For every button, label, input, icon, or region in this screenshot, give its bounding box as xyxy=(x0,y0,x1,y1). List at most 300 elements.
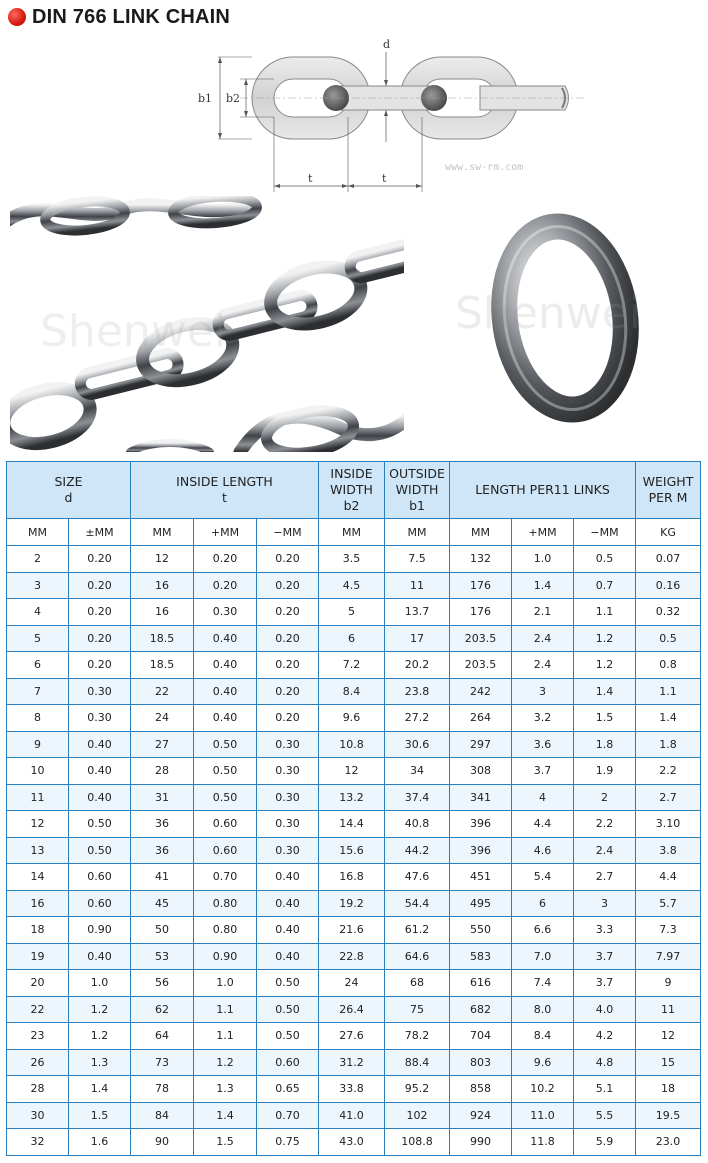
table-cell: 3.6 xyxy=(512,731,574,758)
table-cell: 3.10 xyxy=(636,811,701,838)
table-cell: 68 xyxy=(385,970,450,997)
unit-header: +MM xyxy=(512,519,574,546)
table-cell: 28 xyxy=(131,758,194,785)
table-cell: 0.60 xyxy=(69,864,131,891)
table-cell: 19.5 xyxy=(636,1102,701,1129)
table-cell: 10.8 xyxy=(319,731,385,758)
unit-header: MM xyxy=(385,519,450,546)
table-cell: 7 xyxy=(7,678,69,705)
table-cell: 0.30 xyxy=(69,705,131,732)
table-cell: 13.2 xyxy=(319,784,385,811)
table-cell: 0.50 xyxy=(257,970,319,997)
table-cell: 3 xyxy=(512,678,574,705)
table-cell: 0.90 xyxy=(194,943,257,970)
table-cell: 1.0 xyxy=(512,546,574,573)
table-cell: 0.40 xyxy=(69,731,131,758)
table-cell: 3.8 xyxy=(636,837,701,864)
group-header: INSIDE WIDTH b2 xyxy=(319,462,385,519)
table-cell: 2.7 xyxy=(574,864,636,891)
table-cell: 0.40 xyxy=(69,784,131,811)
table-cell: 2.2 xyxy=(574,811,636,838)
table-cell: 56 xyxy=(131,970,194,997)
table-cell: 1.2 xyxy=(574,652,636,679)
table-cell: 1.8 xyxy=(636,731,701,758)
table-row xyxy=(7,970,701,997)
table-cell: 176 xyxy=(450,599,512,626)
table-cell: 84 xyxy=(131,1102,194,1129)
table-cell: 0.20 xyxy=(257,705,319,732)
table-cell: 5.1 xyxy=(574,1076,636,1103)
table-cell: 47.6 xyxy=(385,864,450,891)
table-row xyxy=(7,758,701,785)
table-cell: 32 xyxy=(7,1129,69,1156)
table-cell: 19.2 xyxy=(319,890,385,917)
table-cell: 0.40 xyxy=(69,758,131,785)
unit-header: +MM xyxy=(194,519,257,546)
table-cell: 19 xyxy=(7,943,69,970)
table-cell: 16.8 xyxy=(319,864,385,891)
unit-header: −MM xyxy=(574,519,636,546)
single-link-photo xyxy=(455,196,690,446)
table-cell: 0.7 xyxy=(574,572,636,599)
table-cell: 14 xyxy=(7,864,69,891)
table-cell: 5 xyxy=(319,599,385,626)
table-cell: 990 xyxy=(450,1129,512,1156)
table-cell: 0.40 xyxy=(257,864,319,891)
table-cell: 0.30 xyxy=(257,837,319,864)
unit-header: ±MM xyxy=(69,519,131,546)
table-cell: 12 xyxy=(319,758,385,785)
table-cell: 0.50 xyxy=(257,996,319,1023)
website-text: www.sw-rm.com xyxy=(445,162,524,173)
table-cell: 18.5 xyxy=(131,625,194,652)
table-cell: 0.40 xyxy=(194,705,257,732)
table-cell: 13 xyxy=(7,837,69,864)
table-cell: 308 xyxy=(450,758,512,785)
table-cell: 1.2 xyxy=(574,625,636,652)
title-text: DIN 766 LINK CHAIN xyxy=(32,5,231,28)
table-cell: 16 xyxy=(131,599,194,626)
table-row xyxy=(7,917,701,944)
table-cell: 7.5 xyxy=(385,546,450,573)
table-cell: 4 xyxy=(512,784,574,811)
group-header: WEIGHT PER M xyxy=(636,462,701,519)
table-cell: 242 xyxy=(450,678,512,705)
table-cell: 10 xyxy=(7,758,69,785)
table-row xyxy=(7,1102,701,1129)
red-bullet-icon xyxy=(8,8,26,26)
table-cell: 23.0 xyxy=(636,1129,701,1156)
watermark-right: Shenwei xyxy=(455,288,642,339)
table-row xyxy=(7,784,701,811)
table-cell: 0.80 xyxy=(194,917,257,944)
table-cell: 9.6 xyxy=(512,1049,574,1076)
table-cell: 36 xyxy=(131,811,194,838)
table-cell: 0.20 xyxy=(69,652,131,679)
table-cell: 15 xyxy=(636,1049,701,1076)
table-cell: 18.5 xyxy=(131,652,194,679)
table-cell: 2.1 xyxy=(512,599,574,626)
table-cell: 3.3 xyxy=(574,917,636,944)
table-cell: 43.0 xyxy=(319,1129,385,1156)
group-header: SIZE d xyxy=(7,462,131,519)
table-cell: 24 xyxy=(319,970,385,997)
table-cell: 0.70 xyxy=(194,864,257,891)
table-cell: 5.7 xyxy=(636,890,701,917)
table-cell: 64.6 xyxy=(385,943,450,970)
table-cell: 495 xyxy=(450,890,512,917)
table-cell: 0.30 xyxy=(257,784,319,811)
table-cell: 0.5 xyxy=(636,625,701,652)
table-cell: 11.0 xyxy=(512,1102,574,1129)
table-cell: 4.0 xyxy=(574,996,636,1023)
table-row xyxy=(7,546,701,573)
table-cell: 27.2 xyxy=(385,705,450,732)
table-row xyxy=(7,625,701,652)
table-cell: 9 xyxy=(7,731,69,758)
table-cell: 1.4 xyxy=(194,1102,257,1129)
table-cell: 4 xyxy=(7,599,69,626)
table-body xyxy=(7,546,701,1156)
table-cell: 2 xyxy=(7,546,69,573)
table-cell: 2.2 xyxy=(636,758,701,785)
table-cell: 4.2 xyxy=(574,1023,636,1050)
table-cell: 0.75 xyxy=(257,1129,319,1156)
table-cell: 12 xyxy=(7,811,69,838)
table-cell: 2 xyxy=(574,784,636,811)
table-row xyxy=(7,705,701,732)
table-cell: 37.4 xyxy=(385,784,450,811)
table-cell: 803 xyxy=(450,1049,512,1076)
table-cell: 1.0 xyxy=(194,970,257,997)
table-cell: 341 xyxy=(450,784,512,811)
table-cell: 616 xyxy=(450,970,512,997)
table-cell: 26 xyxy=(7,1049,69,1076)
table-cell: 62 xyxy=(131,996,194,1023)
table-cell: 108.8 xyxy=(385,1129,450,1156)
table-cell: 20.2 xyxy=(385,652,450,679)
table-cell: 2.4 xyxy=(512,652,574,679)
table-cell: 27.6 xyxy=(319,1023,385,1050)
table-row xyxy=(7,1076,701,1103)
table-cell: 4.5 xyxy=(319,572,385,599)
group-header-row xyxy=(7,462,701,519)
unit-header: MM xyxy=(131,519,194,546)
table-row xyxy=(7,1129,701,1156)
chain-diagram xyxy=(190,30,610,195)
table-cell: 22 xyxy=(7,996,69,1023)
table-cell: 1.9 xyxy=(574,758,636,785)
table-row xyxy=(7,1023,701,1050)
table-cell: 0.20 xyxy=(69,599,131,626)
table-cell: 682 xyxy=(450,996,512,1023)
table-cell: 22 xyxy=(131,678,194,705)
table-cell: 0.40 xyxy=(194,678,257,705)
table-cell: 6.6 xyxy=(512,917,574,944)
table-cell: 4.6 xyxy=(512,837,574,864)
table-cell: 1.5 xyxy=(574,705,636,732)
table-cell: 5.4 xyxy=(512,864,574,891)
table-row xyxy=(7,943,701,970)
table-cell: 3.7 xyxy=(574,943,636,970)
table-row xyxy=(7,599,701,626)
table-cell: 4.4 xyxy=(636,864,701,891)
table-cell: 88.4 xyxy=(385,1049,450,1076)
table-cell: 53 xyxy=(131,943,194,970)
table-cell: 203.5 xyxy=(450,652,512,679)
table-cell: 0.40 xyxy=(194,652,257,679)
table-cell: 1.4 xyxy=(69,1076,131,1103)
table-cell: 16 xyxy=(131,572,194,599)
table-row xyxy=(7,652,701,679)
table-cell: 90 xyxy=(131,1129,194,1156)
watermark-left: Shenwei xyxy=(40,306,227,357)
table-cell: 30.6 xyxy=(385,731,450,758)
table-cell: 451 xyxy=(450,864,512,891)
table-cell: 28 xyxy=(7,1076,69,1103)
table-cell: 21.6 xyxy=(319,917,385,944)
table-cell: 550 xyxy=(450,917,512,944)
table-row xyxy=(7,837,701,864)
table-cell: 0.30 xyxy=(194,599,257,626)
table-cell: 41 xyxy=(131,864,194,891)
table-cell: 0.65 xyxy=(257,1076,319,1103)
table-cell: 54.4 xyxy=(385,890,450,917)
table-cell: 3.7 xyxy=(574,970,636,997)
table-cell: 0.20 xyxy=(69,572,131,599)
table-cell: 0.30 xyxy=(257,731,319,758)
table-cell: 31.2 xyxy=(319,1049,385,1076)
table-cell: 75 xyxy=(385,996,450,1023)
table-cell: 0.40 xyxy=(257,890,319,917)
table-cell: 8.4 xyxy=(319,678,385,705)
table-cell: 17 xyxy=(385,625,450,652)
table-cell: 1.4 xyxy=(636,705,701,732)
table-cell: 0.40 xyxy=(257,943,319,970)
table-cell: 30 xyxy=(7,1102,69,1129)
table-cell: 396 xyxy=(450,837,512,864)
table-cell: 0.20 xyxy=(194,572,257,599)
table-cell: 1.3 xyxy=(69,1049,131,1076)
table-cell: 0.90 xyxy=(69,917,131,944)
table-cell: 0.70 xyxy=(257,1102,319,1129)
table-cell: 18 xyxy=(636,1076,701,1103)
table-cell: 3 xyxy=(574,890,636,917)
table-cell: 2.4 xyxy=(512,625,574,652)
table-cell: 18 xyxy=(7,917,69,944)
table-cell: 0.50 xyxy=(69,837,131,864)
table-cell: 0.80 xyxy=(194,890,257,917)
table-cell: 4.4 xyxy=(512,811,574,838)
table-cell: 297 xyxy=(450,731,512,758)
table-cell: 0.40 xyxy=(194,625,257,652)
unit-header: MM xyxy=(450,519,512,546)
label-t-left: t xyxy=(308,172,313,185)
table-cell: 24 xyxy=(131,705,194,732)
table-cell: 3.2 xyxy=(512,705,574,732)
table-cell: 61.2 xyxy=(385,917,450,944)
table-cell: 8.0 xyxy=(512,996,574,1023)
unit-header: MM xyxy=(319,519,385,546)
table-cell: 3.5 xyxy=(319,546,385,573)
table-cell: 102 xyxy=(385,1102,450,1129)
table-cell: 1.5 xyxy=(69,1102,131,1129)
table-cell: 1.1 xyxy=(194,996,257,1023)
table-cell: 0.20 xyxy=(257,652,319,679)
table-cell: 0.20 xyxy=(257,546,319,573)
table-cell: 0.20 xyxy=(69,546,131,573)
label-b1: b1 xyxy=(198,92,213,105)
table-cell: 0.60 xyxy=(194,811,257,838)
table-cell: 31 xyxy=(131,784,194,811)
table-cell: 704 xyxy=(450,1023,512,1050)
group-header: OUTSIDE WIDTH b1 xyxy=(385,462,450,519)
table-cell: 11 xyxy=(7,784,69,811)
table-cell: 20 xyxy=(7,970,69,997)
table-cell: 0.40 xyxy=(257,917,319,944)
table-cell: 1.5 xyxy=(194,1129,257,1156)
table-cell: 6 xyxy=(319,625,385,652)
table-cell: 176 xyxy=(450,572,512,599)
table-cell: 1.6 xyxy=(69,1129,131,1156)
table-cell: 2.7 xyxy=(636,784,701,811)
unit-header: MM xyxy=(7,519,69,546)
label-t-right: t xyxy=(382,172,387,185)
table-cell: 16 xyxy=(7,890,69,917)
page-title xyxy=(8,4,230,30)
table-cell: 3.7 xyxy=(512,758,574,785)
table-cell: 0.50 xyxy=(69,811,131,838)
table-cell: 1.8 xyxy=(574,731,636,758)
table-cell: 1.4 xyxy=(574,678,636,705)
table-cell: 2.4 xyxy=(574,837,636,864)
table-cell: 15.6 xyxy=(319,837,385,864)
table-cell: 4.8 xyxy=(574,1049,636,1076)
table-cell: 64 xyxy=(131,1023,194,1050)
table-cell: 12 xyxy=(636,1023,701,1050)
table-cell: 0.30 xyxy=(257,811,319,838)
group-header: LENGTH PER11 LINKS xyxy=(450,462,636,519)
unit-header-row xyxy=(7,519,701,546)
table-cell: 9.6 xyxy=(319,705,385,732)
table-row xyxy=(7,678,701,705)
unit-header: KG xyxy=(636,519,701,546)
table-cell: 36 xyxy=(131,837,194,864)
table-cell: 858 xyxy=(450,1076,512,1103)
table-cell: 0.50 xyxy=(194,758,257,785)
table-cell: 12 xyxy=(131,546,194,573)
table-cell: 0.5 xyxy=(574,546,636,573)
table-row xyxy=(7,996,701,1023)
table-cell: 22.8 xyxy=(319,943,385,970)
table-cell: 396 xyxy=(450,811,512,838)
table-cell: 6 xyxy=(512,890,574,917)
table-cell: 0.20 xyxy=(257,678,319,705)
table-cell: 1.2 xyxy=(69,1023,131,1050)
table-cell: 0.20 xyxy=(194,546,257,573)
table-cell: 23 xyxy=(7,1023,69,1050)
table-cell: 0.40 xyxy=(69,943,131,970)
table-cell: 203.5 xyxy=(450,625,512,652)
spec-table xyxy=(6,461,701,1156)
table-cell: 1.1 xyxy=(194,1023,257,1050)
table-cell: 50 xyxy=(131,917,194,944)
table-cell: 0.07 xyxy=(636,546,701,573)
table-cell: 0.32 xyxy=(636,599,701,626)
table-cell: 11 xyxy=(385,572,450,599)
unit-header: −MM xyxy=(257,519,319,546)
table-row xyxy=(7,811,701,838)
table-cell: 11.8 xyxy=(512,1129,574,1156)
table-cell: 27 xyxy=(131,731,194,758)
table-cell: 0.30 xyxy=(257,758,319,785)
table-cell: 0.20 xyxy=(257,572,319,599)
table-cell: 5 xyxy=(7,625,69,652)
table-cell: 0.16 xyxy=(636,572,701,599)
table-cell: 40.8 xyxy=(385,811,450,838)
table-cell: 0.60 xyxy=(69,890,131,917)
table-cell: 34 xyxy=(385,758,450,785)
table-cell: 0.30 xyxy=(69,678,131,705)
label-d: d xyxy=(383,38,391,51)
table-cell: 26.4 xyxy=(319,996,385,1023)
table-cell: 132 xyxy=(450,546,512,573)
table-cell: 5.9 xyxy=(574,1129,636,1156)
table-cell: 0.20 xyxy=(69,625,131,652)
table-cell: 6 xyxy=(7,652,69,679)
table-cell: 13.7 xyxy=(385,599,450,626)
table-cell: 7.97 xyxy=(636,943,701,970)
table-cell: 0.60 xyxy=(257,1049,319,1076)
table-cell: 41.0 xyxy=(319,1102,385,1129)
table-cell: 78 xyxy=(131,1076,194,1103)
table-cell: 7.4 xyxy=(512,970,574,997)
chain-photo xyxy=(10,196,404,452)
table-cell: 1.2 xyxy=(194,1049,257,1076)
table-cell: 7.3 xyxy=(636,917,701,944)
table-cell: 23.8 xyxy=(385,678,450,705)
table-cell: 33.8 xyxy=(319,1076,385,1103)
table-cell: 10.2 xyxy=(512,1076,574,1103)
table-cell: 1.1 xyxy=(574,599,636,626)
table-cell: 0.50 xyxy=(194,784,257,811)
table-cell: 9 xyxy=(636,970,701,997)
label-b2: b2 xyxy=(226,92,241,105)
table-cell: 583 xyxy=(450,943,512,970)
table-row xyxy=(7,864,701,891)
table-cell: 73 xyxy=(131,1049,194,1076)
table-cell: 7.0 xyxy=(512,943,574,970)
table-row xyxy=(7,1049,701,1076)
table-cell: 44.2 xyxy=(385,837,450,864)
table-cell: 0.50 xyxy=(194,731,257,758)
table-cell: 0.20 xyxy=(257,599,319,626)
table-cell: 1.4 xyxy=(512,572,574,599)
table-cell: 45 xyxy=(131,890,194,917)
table-cell: 0.60 xyxy=(194,837,257,864)
table-cell: 8.4 xyxy=(512,1023,574,1050)
table-cell: 264 xyxy=(450,705,512,732)
table-cell: 0.20 xyxy=(257,625,319,652)
table-cell: 0.8 xyxy=(636,652,701,679)
table-row xyxy=(7,890,701,917)
table-cell: 95.2 xyxy=(385,1076,450,1103)
table-cell: 1.0 xyxy=(69,970,131,997)
table-cell: 924 xyxy=(450,1102,512,1129)
table-row xyxy=(7,572,701,599)
table-cell: 1.3 xyxy=(194,1076,257,1103)
table-cell: 1.2 xyxy=(69,996,131,1023)
